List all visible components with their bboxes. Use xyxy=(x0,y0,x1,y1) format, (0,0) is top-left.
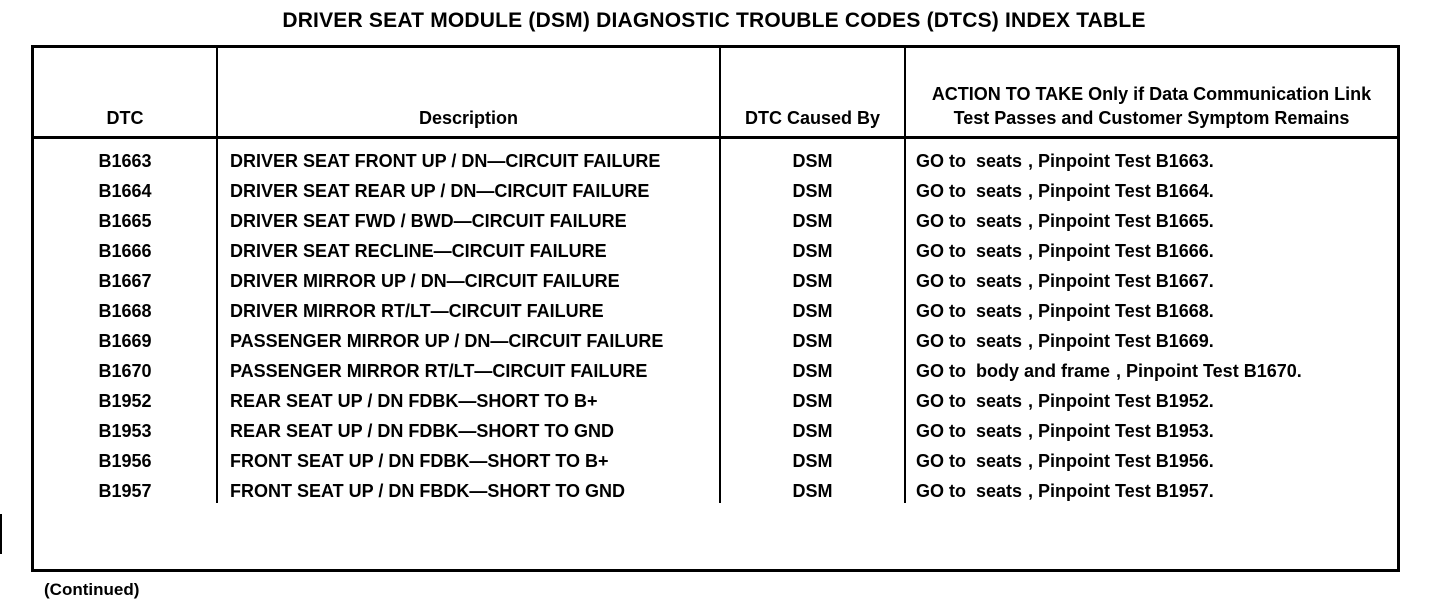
table-row xyxy=(34,173,1397,203)
action-reference-link[interactable]: seats xyxy=(976,211,1023,231)
action-go-text: GO to xyxy=(916,271,966,291)
action-reference-link[interactable]: seats xyxy=(976,391,1023,411)
dtc-index-table xyxy=(31,45,1400,572)
cell-dtc: B1665 xyxy=(98,211,152,231)
action-pinpoint-test: , Pinpoint Test B1953. xyxy=(1028,421,1214,441)
table-row xyxy=(34,473,1397,503)
action-reference-link[interactable]: seats xyxy=(976,241,1023,261)
page-title: DRIVER SEAT MODULE (DSM) DIAGNOSTIC TROUBLE CODES (DTCS) INDEX TABLE xyxy=(282,9,1146,32)
table-row xyxy=(34,443,1397,473)
cell-action xyxy=(905,203,1397,233)
cell-dtc: B1670 xyxy=(98,361,152,381)
action-pinpoint-test: , Pinpoint Test B1663. xyxy=(1028,151,1214,171)
cell-action xyxy=(905,443,1397,473)
action-reference-link[interactable]: seats xyxy=(976,451,1023,471)
cell-action xyxy=(905,353,1397,383)
cell-dtc: B1957 xyxy=(98,481,152,501)
cell-action xyxy=(905,383,1397,413)
header-action: ACTION TO TAKE Only if Data Communication Link Test Passes and Customer Symptom Remains xyxy=(905,48,1397,138)
action-pinpoint-test: , Pinpoint Test B1956. xyxy=(1028,451,1214,471)
table-row xyxy=(34,413,1397,443)
action-go-text: GO to xyxy=(916,211,966,231)
action-go-text: GO to xyxy=(916,481,966,501)
action-reference-link[interactable]: body and frame xyxy=(976,361,1111,381)
action-pinpoint-test: , Pinpoint Test B1665. xyxy=(1028,211,1214,231)
action-reference-link[interactable]: seats xyxy=(976,181,1023,201)
action-go-text: GO to xyxy=(916,451,966,471)
action-pinpoint-test: , Pinpoint Test B1957. xyxy=(1028,481,1214,501)
cell-description: PASSENGER MIRROR UP / DN—CIRCUIT FAILURE xyxy=(217,323,720,353)
cell-dtc: B1668 xyxy=(98,301,152,321)
cell-action xyxy=(905,413,1397,443)
action-pinpoint-test: , Pinpoint Test B1670. xyxy=(1116,361,1302,381)
cell-description: REAR SEAT UP / DN FDBK—SHORT TO GND xyxy=(217,413,720,443)
cell-description: FRONT SEAT UP / DN FBDK—SHORT TO GND xyxy=(217,473,720,503)
action-pinpoint-test: , Pinpoint Test B1667. xyxy=(1028,271,1214,291)
cell-description: DRIVER SEAT FWD / BWD—CIRCUIT FAILURE xyxy=(217,203,720,233)
cell-description: PASSENGER MIRROR RT/LT—CIRCUIT FAILURE xyxy=(217,353,720,383)
cell-description: REAR SEAT UP / DN FDBK—SHORT TO B+ xyxy=(217,383,720,413)
table-row xyxy=(34,293,1397,323)
table-row xyxy=(34,203,1397,233)
cell-action xyxy=(905,138,1397,174)
cell-caused-by: DSM xyxy=(720,203,905,233)
cell-action xyxy=(905,473,1397,503)
action-pinpoint-test: , Pinpoint Test B1669. xyxy=(1028,331,1214,351)
cell-description: DRIVER MIRROR RT/LT—CIRCUIT FAILURE xyxy=(217,293,720,323)
action-go-text: GO to xyxy=(916,391,966,411)
margin-mark xyxy=(0,514,2,554)
action-pinpoint-test: , Pinpoint Test B1664. xyxy=(1028,181,1214,201)
cell-caused-by: DSM xyxy=(720,263,905,293)
action-reference-link[interactable]: seats xyxy=(976,271,1023,291)
cell-caused-by: DSM xyxy=(720,323,905,353)
cell-caused-by: DSM xyxy=(720,383,905,413)
cell-description: DRIVER SEAT RECLINE—CIRCUIT FAILURE xyxy=(217,233,720,263)
action-go-text: GO to xyxy=(916,241,966,261)
table-row xyxy=(34,383,1397,413)
table-row xyxy=(34,263,1397,293)
action-reference-link[interactable]: seats xyxy=(976,421,1023,441)
cell-caused-by: DSM xyxy=(720,173,905,203)
action-pinpoint-test: , Pinpoint Test B1666. xyxy=(1028,241,1214,261)
action-reference-link[interactable]: seats xyxy=(976,481,1023,501)
cell-action xyxy=(905,263,1397,293)
action-go-text: GO to xyxy=(916,361,966,381)
cell-action xyxy=(905,293,1397,323)
action-reference-link[interactable]: seats xyxy=(976,331,1023,351)
cell-caused-by: DSM xyxy=(720,473,905,503)
cell-action xyxy=(905,323,1397,353)
header-caused-by: DTC Caused By xyxy=(720,48,905,138)
action-pinpoint-test: , Pinpoint Test B1668. xyxy=(1028,301,1214,321)
cell-dtc: B1952 xyxy=(98,391,152,411)
table-body xyxy=(34,138,1397,504)
cell-dtc: B1956 xyxy=(98,451,152,471)
cell-description: DRIVER SEAT FRONT UP / DN—CIRCUIT FAILURE xyxy=(217,138,720,174)
cell-caused-by: DSM xyxy=(720,233,905,263)
action-reference-link[interactable]: seats xyxy=(976,151,1023,171)
continued-note: (Continued) xyxy=(44,580,140,599)
header-row xyxy=(34,48,1397,138)
action-reference-link[interactable]: seats xyxy=(976,301,1023,321)
cell-caused-by: DSM xyxy=(720,443,905,473)
header-dtc: DTC xyxy=(34,48,217,138)
cell-description: DRIVER MIRROR UP / DN—CIRCUIT FAILURE xyxy=(217,263,720,293)
cell-dtc: B1664 xyxy=(98,181,152,201)
cell-dtc: B1667 xyxy=(98,271,152,291)
action-go-text: GO to xyxy=(916,421,966,441)
cell-description: DRIVER SEAT REAR UP / DN—CIRCUIT FAILURE xyxy=(217,173,720,203)
action-go-text: GO to xyxy=(916,331,966,351)
action-pinpoint-test: , Pinpoint Test B1952. xyxy=(1028,391,1214,411)
cell-description: FRONT SEAT UP / DN FDBK—SHORT TO B+ xyxy=(217,443,720,473)
table-row xyxy=(34,323,1397,353)
header-description: Description xyxy=(217,48,720,138)
action-go-text: GO to xyxy=(916,181,966,201)
cell-action xyxy=(905,233,1397,263)
cell-action xyxy=(905,173,1397,203)
table-row xyxy=(34,138,1397,174)
table-row xyxy=(34,233,1397,263)
table-row xyxy=(34,353,1397,383)
cell-dtc: B1663 xyxy=(98,151,152,171)
action-go-text: GO to xyxy=(916,301,966,321)
cell-dtc: B1953 xyxy=(98,421,152,441)
cell-dtc: B1666 xyxy=(98,241,152,261)
cell-caused-by: DSM xyxy=(720,293,905,323)
cell-caused-by: DSM xyxy=(720,413,905,443)
cell-caused-by: DSM xyxy=(720,353,905,383)
cell-caused-by: DSM xyxy=(720,138,905,174)
cell-dtc: B1669 xyxy=(98,331,152,351)
action-go-text: GO to xyxy=(916,151,966,171)
